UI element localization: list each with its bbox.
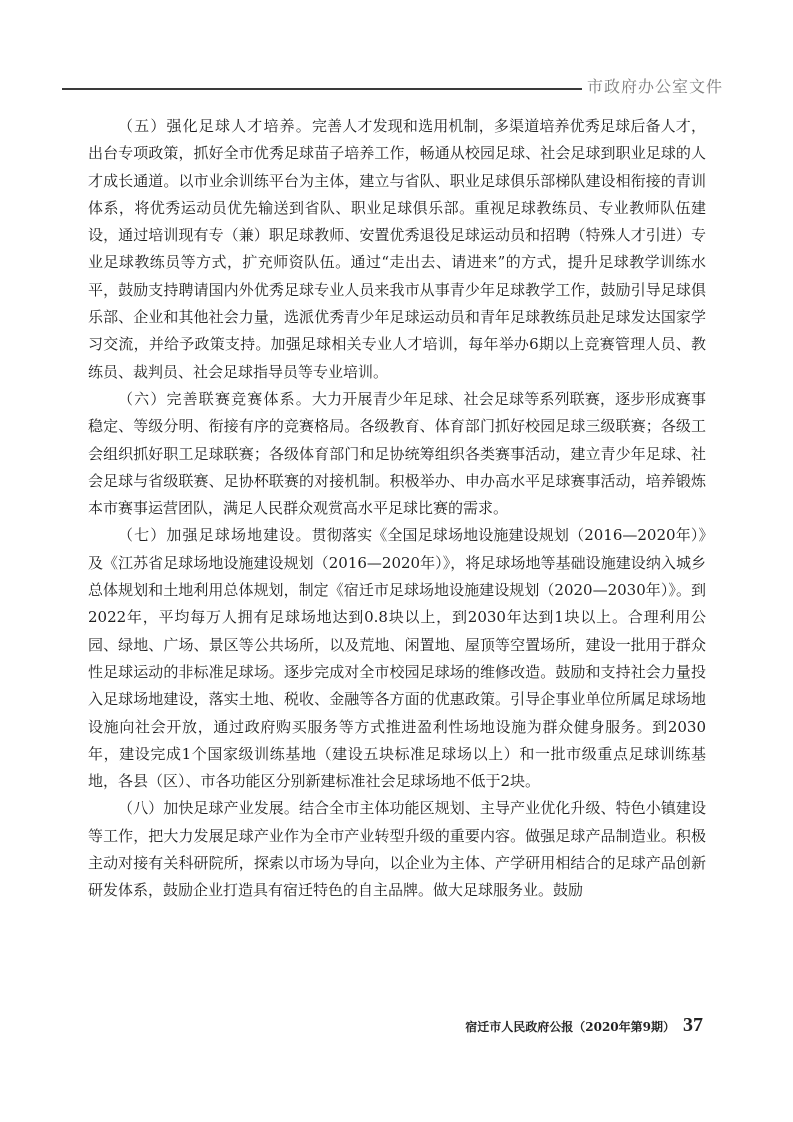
publication-title: 宿迁市人民政府公报（2020年第9期） xyxy=(465,1020,675,1034)
paragraph-league-system xyxy=(88,386,706,522)
page-number: 37 xyxy=(683,1014,703,1036)
paragraph-text: 结合全市主体功能区规划、主导产业优化升级、特色小镇建设等工作，把大力发展足球产业作为全市产业转型升级的重要内容。做强足球产品制造业。积极主动对接有关科研院所，探索以市场为导向，以企业为主体、产学研用相结合的足球产品创新研发体系，鼓励企业打造具有宿迁特色的自主品牌。做大足球服务业。鼓励 xyxy=(88,799,706,900)
paragraph-heading: （八）加快足球产业发展。 xyxy=(118,799,299,818)
paragraph-field-construction xyxy=(88,522,706,795)
header-rule xyxy=(62,88,582,90)
paragraph-text: 贯彻落实《全国足球场地设施建设规划（2016—2020年）》及《江苏省足球场地设施建设规划（2016—2020年）》，将足球场地等基础设施建设纳入城乡总体规划和土地利用总体规划，制定《宿迁市足球场地设施建设规划（2020—2030年）》。到2022年，平均每万人拥有足球场地达到0.8块以上，到2030年达到1块以上。合理利用公园、绿地、广场、景区等公共场所，以及荒地、闲置地、屋顶等空置场所，建设一批用于群众性足球运动的非标准足球场。逐步完成对全市校园足球场的维修改造。鼓励和支持社会力量投入足球场地建设，落实土地、税收、金融等各方面的优惠政策。引导企事业单位所属足球场地设施向社会开放，通过政府购买服务等方式推进盈利性场地设施为群众健身服务。到2030年，建设完成1个国家级训练基地（建设五块标准足球场以上）和一批市级重点足球训练基地，各县（区）、市各功能区分别新建标准社会足球场地不低于2块。 xyxy=(88,526,706,791)
page-footer xyxy=(465,1014,703,1037)
document-body xyxy=(88,113,706,905)
paragraph-heading: （七）加强足球场地建设。 xyxy=(118,526,312,545)
paragraph-heading: （五）强化足球人才培养。 xyxy=(118,117,312,135)
paragraph-text: 大力开展青少年足球、社会足球等系列联赛，逐步形成赛事稳定、等级分明、衔接有序的竞赛格局。各级教育、体育部门抓好校园足球三级联赛；各级工会组织抓好职工足球联赛；各级体育部门和足协统筹组织各类赛事活动，建立青少年足球、社会足球与省级联赛、足协杯联赛的对接机制。积极举办、申办高水平足球赛事活动，培养锻炼本市赛事运营团队，满足人民群众观赏高水平足球比赛的需求。 xyxy=(88,389,706,518)
paragraph-talent-cultivation xyxy=(88,113,706,386)
header-title: 市政府办公室文件 xyxy=(587,77,724,96)
paragraph-heading: （六）完善联赛竞赛体系。 xyxy=(118,389,312,408)
paragraph-text: 完善人才发现和选用机制，多渠道培养优秀足球后备人才，出台专项政策，抓好全市优秀足球苗子培养工作，畅通从校园足球、社会足球到职业足球的人才成长通道。以市业余训练平台为主体，建立与省队、职业足球俱乐部梯队建设相衔接的青训体系，将优秀运动员优先输送到省队、职业足球俱乐部。重视足球教练员、专业教师队伍建设，通过培训现有专（兼）职足球教师、安置优秀退役足球运动员和招聘（特殊人才引进）专业足球教练员等方式，扩充师资队伍。通过“走出去、请进来”的方式，提升足球教学训练水平，鼓励支持聘请国内外优秀足球专业人员来我市从事青少年足球教学工作，鼓励引导足球俱乐部、企业和其他社会力量，选派优秀青少年足球运动员和青年足球教练员赴足球发达国家学习交流，并给予政策支持。加强足球相关专业人才培训，每年举办6期以上竞赛管理人员、教练员、裁判员、社会足球指导员等专业培训。 xyxy=(88,117,706,381)
paragraph-industry-development xyxy=(88,795,706,904)
